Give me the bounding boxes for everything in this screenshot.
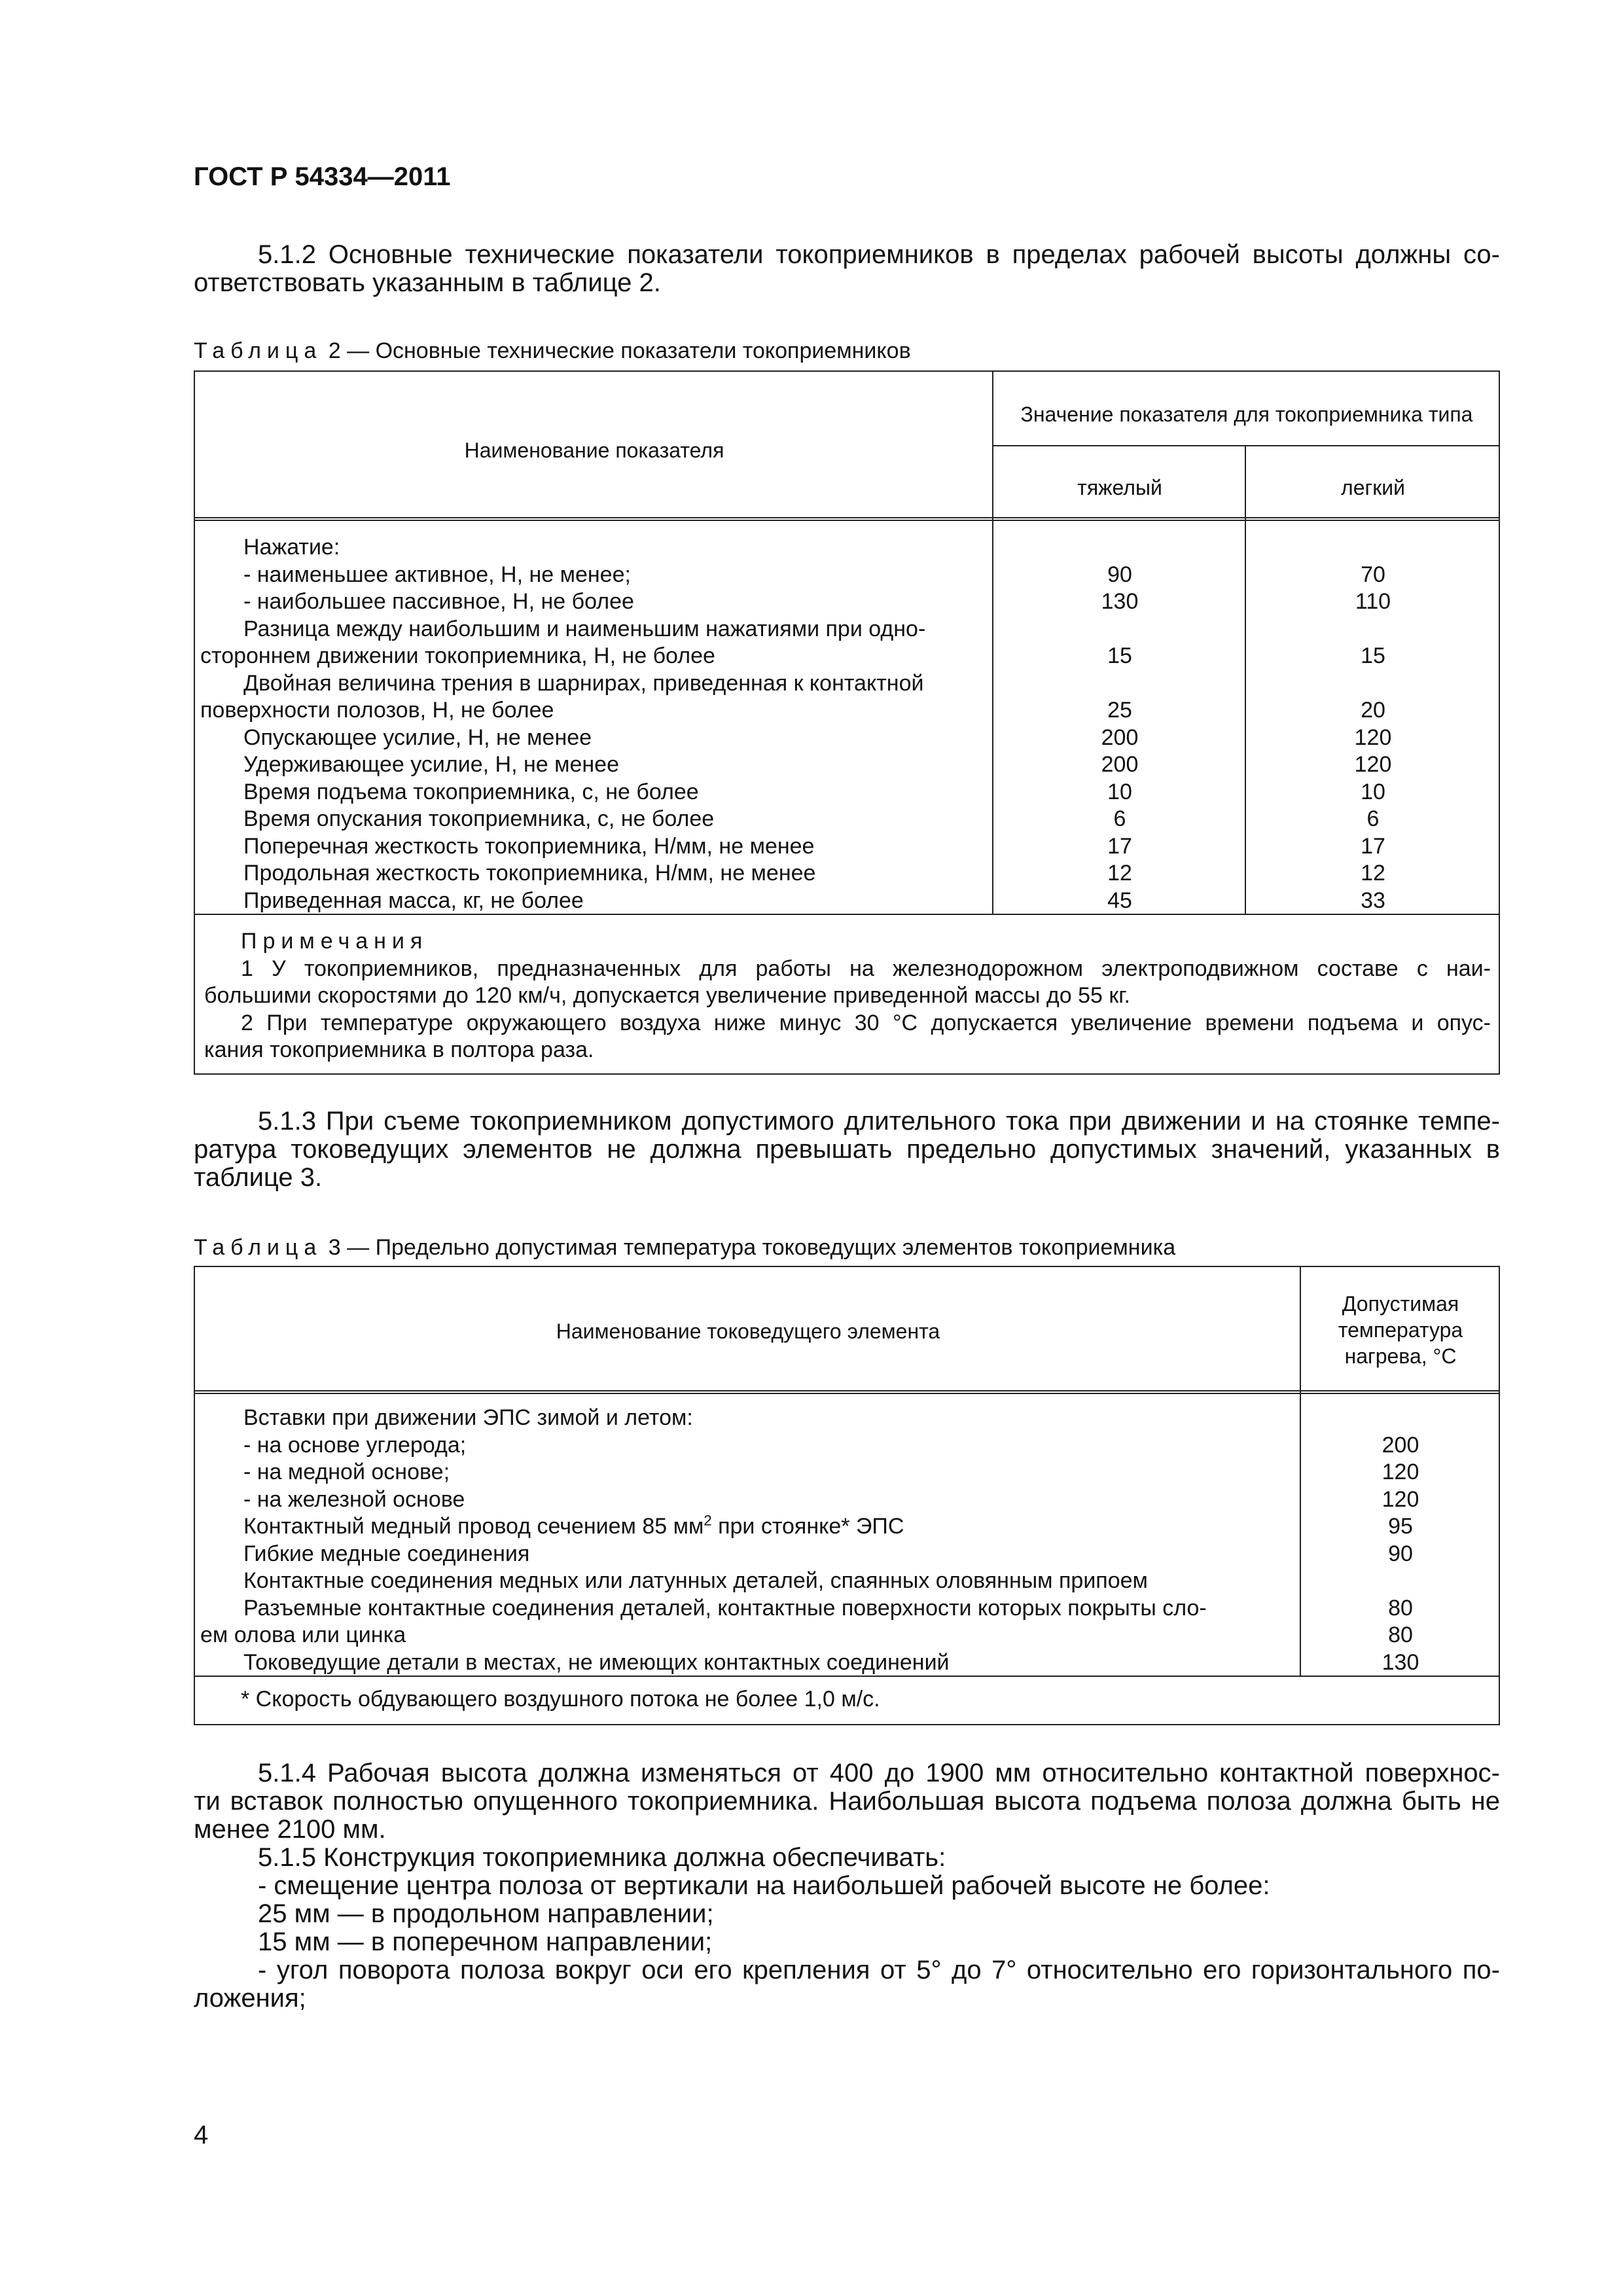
paragraph-5-1-3 bbox=[194, 1107, 1500, 1192]
row-value-temp: 80 bbox=[1388, 1623, 1413, 1647]
row-label: ем олова или цинка bbox=[200, 1623, 406, 1647]
row-value-heavy: 6 bbox=[1113, 806, 1126, 831]
caption-word: Таблица bbox=[194, 1235, 323, 1260]
row-value-heavy: 130 bbox=[1101, 589, 1139, 614]
row-value-light: 120 bbox=[1354, 725, 1392, 750]
row-value-heavy: 10 bbox=[1107, 779, 1132, 804]
paragraph-line: ратура токоведущих элементов не должна превышать предельно допустимых значений, указанных в bbox=[194, 1135, 1500, 1164]
row-label: - на железной основе bbox=[243, 1486, 465, 1512]
paragraph-line: менее 2100 мм. bbox=[194, 1815, 386, 1844]
row-value-temp: 130 bbox=[1382, 1649, 1419, 1675]
caption-text: 3 — Предельно допустимая температура токоведущих элементов токоприемника bbox=[328, 1235, 1176, 1260]
row-value-light: 33 bbox=[1361, 888, 1385, 913]
row-label: поверхности полозов, Н, не более bbox=[200, 698, 554, 723]
row-label: Вставки при движении ЭПС зимой и летом: bbox=[243, 1405, 693, 1430]
row-value-temp: 120 bbox=[1382, 1460, 1419, 1484]
paragraph-line: ти вставок полностью опущенного токоприемника. Наибольшая высота подъема полоза должна быть не bbox=[194, 1787, 1500, 1816]
table-row bbox=[195, 806, 1500, 833]
row-value-light: 120 bbox=[1354, 752, 1392, 777]
table-row bbox=[195, 833, 1500, 861]
table-row bbox=[195, 1486, 1500, 1514]
table-2-divider bbox=[195, 914, 1500, 915]
row-value-temp: 120 bbox=[1382, 1486, 1419, 1512]
row-value-temp: 90 bbox=[1388, 1541, 1413, 1566]
table-row bbox=[195, 1649, 1500, 1677]
row-value-heavy: 200 bbox=[1101, 752, 1139, 777]
row-label bbox=[243, 1513, 904, 1541]
row-value-light: 10 bbox=[1361, 779, 1385, 804]
paragraph-line: 5.1.3 При съеме токоприемником допустимого длительного тока при движении и на стоянке темпе- bbox=[258, 1107, 1500, 1136]
row-value-light: 6 bbox=[1366, 806, 1380, 831]
page-number: 4 bbox=[194, 2121, 209, 2149]
row-label: Время опускания токоприемника, с, не более bbox=[243, 806, 715, 831]
notes-title: Примечания bbox=[241, 929, 429, 954]
paragraph-line: - угол поворота полоза вокруг оси его крепления от 5° до 7° относительно его горизонтального по- bbox=[258, 1956, 1500, 1984]
table-3 bbox=[194, 1266, 1500, 1725]
paragraph-line: ответствовать указанным в таблице 2. bbox=[194, 268, 661, 297]
row-label: Время подъема токоприемника, с, не более bbox=[243, 779, 699, 804]
paragraph-line: 15 мм — в поперечном направлении; bbox=[258, 1928, 713, 1956]
table-row bbox=[195, 888, 1500, 915]
table-row bbox=[195, 670, 1500, 698]
row-value-heavy: 15 bbox=[1107, 643, 1132, 668]
row-label: Опускающее усилие, Н, не менее bbox=[243, 725, 592, 750]
col-temp-line: Допустимая bbox=[1342, 1292, 1459, 1316]
row-label: Продольная жесткость токоприемника, Н/мм, не менее bbox=[243, 861, 816, 886]
superscript: 2 bbox=[704, 1512, 712, 1529]
row-value-light: 17 bbox=[1361, 833, 1385, 859]
row-label: Двойная величина трения в шарнирах, приведенная к контактной bbox=[243, 670, 924, 696]
row-label: Разница между наибольшим и наименьшим нажатиями при одно- bbox=[243, 616, 926, 641]
table-2-col-light: легкий bbox=[1341, 476, 1405, 499]
caption-text: 2 — Основные технические показатели токоприемников bbox=[328, 338, 911, 363]
row-value-temp: 200 bbox=[1382, 1432, 1419, 1458]
paragraph-line: 5.1.2 Основные технические показатели токоприемников в пределах рабочей высоты должны со- bbox=[258, 240, 1500, 269]
table-2-header-separator bbox=[195, 517, 1500, 521]
table-row bbox=[195, 534, 1500, 562]
row-value-light: 15 bbox=[1361, 643, 1385, 668]
table-3-col-name: Наименование токоведущего элемента bbox=[556, 1319, 940, 1343]
row-value-heavy: 45 bbox=[1107, 888, 1132, 913]
row-label-part: Контактный медный провод сечением 85 мм bbox=[243, 1514, 704, 1539]
row-label: - на медной основе; bbox=[243, 1460, 450, 1484]
col-temp-line: температура bbox=[1338, 1318, 1463, 1342]
document-code-header: ГОСТ Р 54334—2011 bbox=[194, 162, 451, 191]
row-value-light: 110 bbox=[1355, 589, 1391, 614]
table-row bbox=[195, 1541, 1500, 1568]
table-3-caption bbox=[194, 1235, 1175, 1261]
note-line: 1 У токоприемников, предназначенных для работы на железнодорожном электроподвижном составе с наи- bbox=[241, 956, 1491, 981]
table-2-divider bbox=[993, 445, 1500, 446]
row-value-light: 70 bbox=[1361, 562, 1385, 587]
table-row bbox=[195, 860, 1500, 888]
row-label: Поперечная жесткость токоприемника, Н/мм, не менее bbox=[243, 833, 815, 859]
table-row bbox=[195, 725, 1500, 752]
table-3-divider bbox=[195, 1676, 1500, 1677]
row-label: Гибкие медные соединения bbox=[243, 1541, 530, 1566]
table-row bbox=[195, 779, 1500, 806]
table-2-col-group: Значение показателя для токоприемника типа bbox=[1020, 403, 1473, 426]
row-label-part: при стоянке* ЭПС bbox=[711, 1514, 904, 1539]
row-label: Разъемные контактные соединения деталей, контактные поверхности которых покрыты сло- bbox=[243, 1595, 1207, 1621]
paragraph-line: 5.1.4 Рабочая высота должна изменяться от 400 до 1900 мм относительно контактной поверхнос- bbox=[258, 1759, 1500, 1787]
table-row bbox=[195, 643, 1500, 670]
note-line: кания токоприемника в полтора раза. bbox=[204, 1037, 594, 1062]
row-value-heavy: 12 bbox=[1107, 861, 1132, 886]
table-row bbox=[195, 562, 1500, 589]
table-row bbox=[195, 697, 1500, 725]
row-label: стороннем движении токоприемника, Н, не более bbox=[200, 643, 715, 668]
table-3-header-separator bbox=[195, 1390, 1500, 1394]
table-2-notes bbox=[204, 928, 1491, 1064]
row-value-heavy: 200 bbox=[1101, 725, 1139, 750]
paragraph-line: ложения; bbox=[194, 1984, 306, 2013]
row-value-light: 20 bbox=[1361, 698, 1385, 723]
row-value-heavy: 17 bbox=[1107, 833, 1132, 859]
row-label: Нажатие: bbox=[243, 535, 340, 560]
table-2-col-heavy: тяжелый bbox=[1077, 476, 1162, 499]
paragraph-line: - смещение центра полоза от вертикали на наибольшей рабочей высоте не более: bbox=[258, 1871, 1270, 1900]
row-label: - наибольшее пассивное, Н, не более bbox=[243, 589, 634, 614]
note-line: большими скоростями до 120 км/ч, допускается увеличение приведенной массы до 55 кг. bbox=[204, 983, 1130, 1008]
paragraph-line: таблице 3. bbox=[194, 1163, 323, 1192]
row-value-temp: 95 bbox=[1388, 1514, 1413, 1539]
table-row bbox=[195, 1595, 1500, 1623]
row-label: - наименьшее активное, Н, не менее; bbox=[243, 562, 631, 587]
table-row bbox=[195, 1432, 1500, 1460]
row-value-heavy: 25 bbox=[1107, 698, 1132, 723]
table-2-caption bbox=[194, 338, 911, 364]
table-row bbox=[195, 588, 1500, 616]
table-2 bbox=[194, 370, 1500, 1075]
row-label: - на основе углерода; bbox=[243, 1432, 467, 1458]
row-label: Приведенная масса, кг, не более bbox=[243, 888, 584, 913]
row-label: Контактные соединения медных или латунных деталей, спаянных оловянным припоем bbox=[243, 1568, 1148, 1593]
table-row bbox=[195, 1405, 1500, 1432]
table-3-col-temp bbox=[1301, 1291, 1500, 1369]
table-row bbox=[195, 751, 1500, 779]
paragraph-line: 5.1.5 Конструкция токоприемника должна обеспечивать: bbox=[258, 1843, 946, 1872]
row-value-temp: 80 bbox=[1388, 1595, 1413, 1621]
table-row bbox=[195, 1513, 1500, 1541]
col-temp-line: нагрева, °С bbox=[1344, 1344, 1457, 1368]
paragraph-5-1-2 bbox=[194, 241, 1500, 297]
row-value-heavy: 90 bbox=[1107, 562, 1132, 587]
row-value-light: 12 bbox=[1361, 861, 1385, 886]
table-row bbox=[195, 616, 1500, 643]
note-line: 2 При температуре окружающего воздуха ниже минус 30 °С допускается увеличение времени подъема и опус- bbox=[241, 1010, 1491, 1035]
paragraph-5-1-5 bbox=[194, 1844, 1500, 2013]
table-row bbox=[195, 1459, 1500, 1486]
row-label: Удерживающее усилие, Н, не менее bbox=[243, 752, 619, 777]
table-row bbox=[195, 1622, 1500, 1649]
table-2-col-name: Наименование показателя bbox=[464, 439, 724, 462]
caption-word: Таблица bbox=[194, 338, 323, 363]
row-label: Токоведущие детали в местах, не имеющих контактных соединений bbox=[243, 1649, 950, 1675]
table-row bbox=[195, 1568, 1500, 1595]
paragraph-5-1-4 bbox=[194, 1759, 1500, 1844]
paragraph-line: 25 мм — в продольном направлении; bbox=[258, 1899, 714, 1928]
table-3-footnote: * Скорость обдувающего воздушного потока не более 1,0 м/с. bbox=[241, 1687, 880, 1712]
